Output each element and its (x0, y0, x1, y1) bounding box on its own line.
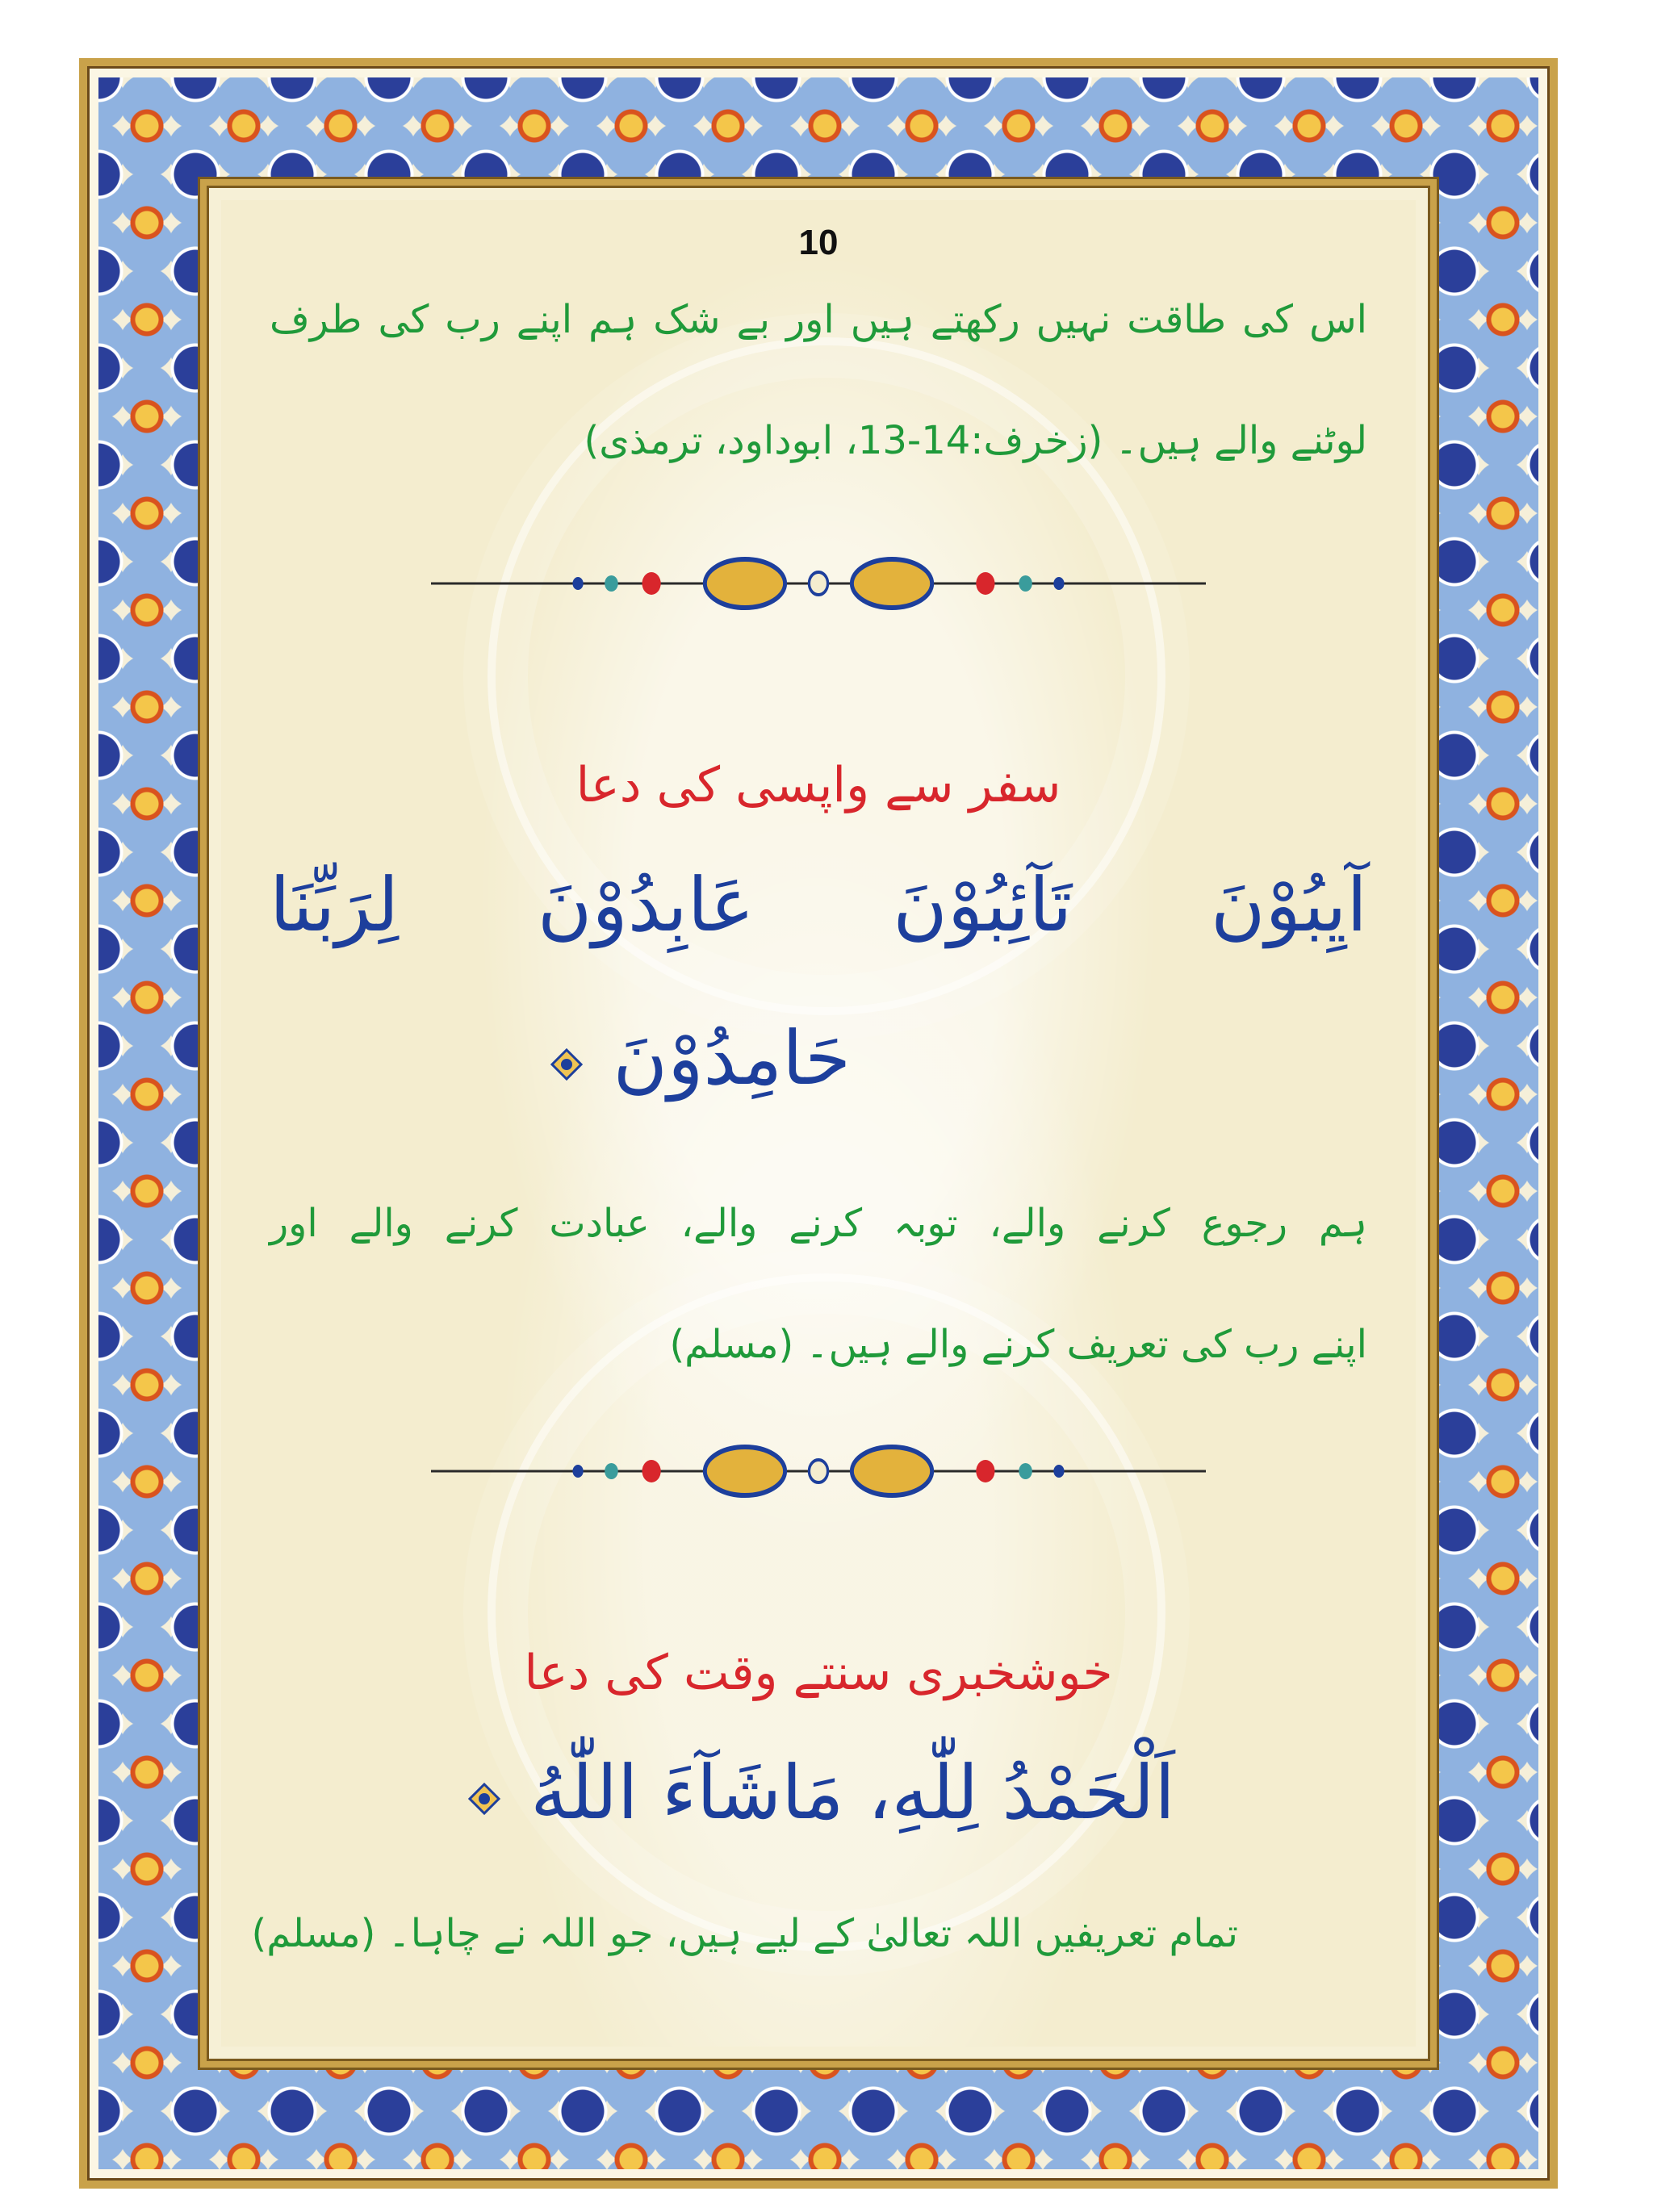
watermark-ornament-bottom (488, 1273, 1165, 1951)
translation-return-line-1: ہم رجوع کرنے والے، توبہ کرنے والے، عبادت کرنے والے اور (270, 1201, 1367, 1246)
section-heading-return-from-travel: سفر سے واپسی کی دعا (575, 757, 1061, 813)
dua-return-line-2-wrap (613, 1015, 851, 1102)
aya-end-mark-icon (550, 1048, 583, 1081)
divider-ornament (431, 1443, 1206, 1499)
dua-good-news: اَلْحَمْدُ لِلّٰهِ، مَاشَآءَ اللّٰهُ (530, 1750, 1175, 1836)
dua-return-line-1: آيِبُوْنَ تَآئِبُوْنَ عَابِدُوْنَ لِرَبِّنَا (270, 862, 1367, 948)
divider-ornament (431, 555, 1206, 612)
page-sheet (79, 58, 1558, 2189)
dua-good-news-wrap (431, 1750, 1206, 1836)
translation-return-line-2: اپنے رب کی تعریف کرنے والے ہیں۔ (مسلم) (669, 1322, 1367, 1367)
text-panel-frame (200, 179, 1437, 2068)
section-heading-good-news: خوشخبری سنتے وقت کی دعا (524, 1645, 1113, 1701)
page-number: 10 (798, 223, 839, 262)
translation-good-news: تمام تعریفیں اللہ تعالیٰ کے لیے ہیں، جو اللہ نے چاہا۔ (مسلم) (251, 1911, 1238, 1956)
aya-end-mark-icon (468, 1783, 500, 1815)
text-panel (221, 200, 1416, 2047)
dua-return-line-2: حَامِدُوْنَ (613, 1015, 851, 1102)
continuation-line-2: لوٹنے والے ہیں۔ (زخرف:14-13، ابوداود، ترمذی) (584, 418, 1367, 463)
continuation-line-1: اس کی طاقت نہیں رکھتے ہیں اور بے شک ہم اپنے رب کی طرف (270, 297, 1367, 342)
